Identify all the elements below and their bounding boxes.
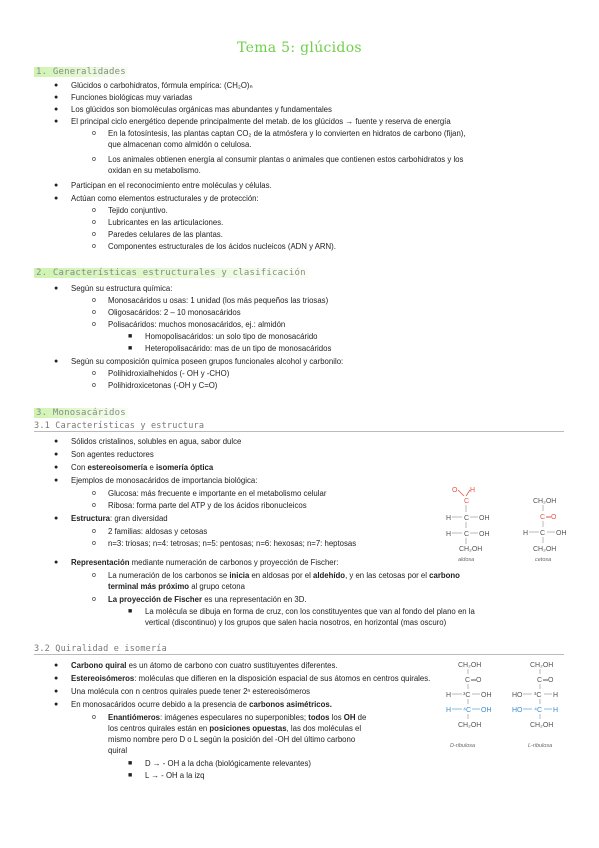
text-line: Los glúcidos son biomoléculas orgánicas mas abundantes y fundamentales (71, 105, 332, 114)
figure-caption-cetosa: cetosa (535, 557, 552, 563)
text-run-bold: estereoisomería (87, 463, 148, 472)
bullet: o (92, 370, 96, 377)
text-run: : imágenes especulares no superponibles; (160, 713, 309, 722)
text-run: , las dos moléculas el (286, 724, 362, 733)
section-heading-generalidades: 1. Generalidades (36, 67, 126, 77)
text-line: Componentes estructurales de los ácidos nucleicos (ADN y ARN). (108, 242, 336, 251)
svg-text:OH: OH (479, 515, 490, 522)
text-line: mismo nombre pero D o L según la posición del -OH del último carbono (108, 735, 356, 744)
text-line: Oligosacáridos: 2 – 10 monosacáridos (108, 308, 241, 317)
bullet: o (92, 382, 96, 389)
svg-text:HO: HO (512, 692, 523, 699)
text-line (71, 674, 430, 684)
bullet: ● (54, 701, 59, 708)
bullet: ● (54, 182, 59, 189)
svg-text:C: C (465, 677, 471, 684)
text-line: La molécula se dibuja en forma de cruz, con los constituyentes que van al fondo del plano en la (145, 607, 475, 616)
text-line: quiral (108, 746, 128, 755)
svg-text:H: H (446, 692, 452, 699)
bullet: o (92, 714, 96, 721)
svg-text:C: C (540, 530, 546, 537)
page-title: Tema 5: glúcidos (237, 40, 362, 56)
bullet: ● (54, 118, 59, 125)
bullet: ● (54, 106, 59, 113)
svg-text:CH₂OH: CH₂OH (530, 722, 554, 729)
svg-text:O: O (452, 487, 458, 494)
text-run-bold: inicia (229, 571, 250, 580)
text-run: los centros quirales están en (108, 724, 210, 733)
text-run-bold: Estereoisómeros (71, 674, 135, 683)
bullet: ● (54, 451, 59, 458)
svg-text:CH₂OH: CH₂OH (459, 546, 483, 553)
text-line: Paredes celulares de las plantas. (108, 230, 223, 239)
text-run-bold: Estructura (71, 514, 110, 523)
text-line (108, 595, 307, 605)
svg-text:³C: ³C (463, 692, 471, 699)
text-line: Polihidroxicetonas (-OH y C=O) (108, 381, 218, 390)
svg-text:H: H (553, 707, 559, 714)
svg-text:H: H (446, 707, 452, 714)
bullet: ● (54, 515, 59, 522)
figure-caption-aldosa: aldosa (458, 557, 475, 563)
bullet: o (92, 156, 96, 163)
text-line (71, 661, 338, 671)
bullet: o (92, 502, 96, 509)
bullet: ■ (128, 333, 133, 340)
text-line: vertical (discontinuo) y los grupos que salen hacia nosotros, en horizontal (mas oscuro) (145, 618, 447, 627)
bullet: ● (54, 477, 59, 484)
svg-text:H: H (523, 530, 529, 537)
fischer-ribulosa-figure (440, 655, 575, 750)
svg-text:CH₂OH: CH₂OH (533, 546, 557, 553)
svg-text:═O: ═O (546, 514, 557, 521)
bullet: ● (54, 82, 59, 89)
text-run: de (355, 713, 367, 722)
text-run-bold: OH (343, 713, 356, 722)
text-run: mediante numeración de carbonos y proyección de Fischer: (129, 558, 339, 567)
text-run-bold: isomería óptica (155, 463, 214, 472)
cetosa-structure (523, 498, 567, 553)
bullet: ● (54, 358, 59, 365)
text-line: Homopolisacáridos: un solo tipo de monosacárido (145, 332, 318, 341)
bullet: ● (54, 559, 59, 566)
text-line: Según su estructura química: (71, 284, 173, 293)
text-run: , y en las cetosas por el (345, 571, 430, 580)
svg-text:C: C (464, 498, 470, 505)
text-line: L → - OH a la izq (145, 771, 205, 780)
bullet: ● (54, 688, 59, 695)
text-line: Tejido conjuntivo. (108, 206, 168, 215)
text-line: que almacenan como almidón o celulosa. (108, 140, 252, 149)
text-line (71, 463, 213, 473)
bullet: ■ (128, 345, 133, 352)
svg-text:OH: OH (479, 531, 490, 538)
text-line: Polihidroxialhehidos (- OH y -CHO) (108, 369, 230, 378)
text-line: Participan en el reconocimiento entre moléculas y células. (71, 181, 272, 190)
text-run: : gran diversidad (110, 514, 168, 523)
svg-text:OH: OH (481, 692, 492, 699)
bullet: ● (54, 675, 59, 682)
text-line: D → - OH a la dcha (biológicamente relevantes) (145, 759, 311, 768)
bullet: ■ (128, 608, 133, 615)
svg-text:═O: ═O (543, 677, 554, 684)
subsection-label: 3.1 Características y estructura (34, 421, 205, 431)
text-run: es una representación en 3D. (202, 595, 307, 604)
bullet: ● (54, 438, 59, 445)
bullet: o (92, 297, 96, 304)
text-run-bold: carbonos asimétricos. (249, 700, 332, 709)
text-line: Son agentes reductores (71, 450, 154, 459)
text-line: 2 familias: aldosas y cetosas (108, 527, 208, 536)
bullet: o (92, 207, 96, 214)
svg-text:C: C (464, 531, 470, 538)
bullet: o (92, 572, 96, 579)
l-ribulosa-structure (512, 662, 558, 729)
text-line: Glúcidos o carbohidratos, fórmula empírica: (CH₂O)ₙ (71, 81, 253, 90)
text-line: Según su composición química poseen grupos funcionales alcohol y carbonilo: (71, 357, 344, 366)
bullet: ■ (128, 772, 133, 779)
text-line: n=3: triosas; n=4: tetrosas; n=5: pentosas; n=6: hexosas; n=7: heptosas (108, 539, 357, 548)
d-ribulosa-structure (446, 662, 492, 729)
text-line: Sólidos cristalinos, solubles en agua, sabor dulce (71, 437, 242, 446)
svg-text:⁴C: ⁴C (463, 707, 472, 714)
svg-text:OH: OH (481, 707, 492, 714)
text-line: Funciones biológicas muy variadas (71, 93, 193, 102)
text-run-bold: carbono (429, 571, 460, 580)
bullet: o (92, 130, 96, 137)
svg-text:C: C (537, 677, 543, 684)
text-run-bold: aldehído (313, 571, 346, 580)
text-run-bold: todos (308, 713, 330, 722)
text-line: Polisacáridos: muchos monosacáridos, ej.: almidón (108, 320, 286, 329)
text-line (71, 514, 168, 524)
text-run-bold: Enantiómeros (108, 713, 160, 722)
svg-text:C: C (464, 515, 470, 522)
text-run-bold: Representación (71, 558, 130, 567)
svg-text:H: H (553, 692, 559, 699)
svg-text:CH₂OH: CH₂OH (458, 662, 482, 669)
bullet: o (92, 540, 96, 547)
text-line: Monosacáridos u osas: 1 unidad (los más pequeños las triosas) (108, 296, 329, 305)
text-run: Con (71, 463, 88, 472)
svg-text:H: H (446, 515, 452, 522)
subsection-label: 3.2 Quiralidad e isomería (34, 644, 167, 654)
text-line: oxidan en su metabolismo. (108, 166, 201, 175)
text-run: La numeración de los carbonos se (108, 571, 230, 580)
text-run: e (147, 463, 156, 472)
bullet: o (92, 528, 96, 535)
bullet: ● (54, 464, 59, 471)
text-run-bold: Carbono quiral (71, 661, 127, 670)
text-line (108, 571, 460, 581)
svg-text:HO: HO (512, 707, 523, 714)
svg-text:³C: ³C (534, 692, 542, 699)
text-run: es un átomo de carbono con cuatro sustituyentes diferentes. (126, 661, 338, 670)
text-run: al grupo cetona (189, 582, 245, 591)
section-heading-clasificacion: 2. Características estructurales y clasificación (36, 268, 306, 278)
svg-text:═O: ═O (471, 677, 482, 684)
bullet: ■ (128, 760, 133, 767)
text-line: Ribosa: forma parte del ATP y de los ácidos ribonucleicos (108, 501, 307, 510)
bullet: ● (54, 662, 59, 669)
text-line: Actúan como elementos estructurales y de protección: (71, 194, 259, 203)
text-line (108, 713, 366, 723)
bullet: o (92, 243, 96, 250)
text-run-bold: terminal más próximo (108, 582, 190, 591)
bullet: o (92, 321, 96, 328)
text-line (108, 582, 245, 592)
section-heading-monosacaridos: 3. Monosacáridos (36, 408, 126, 418)
svg-text:CH₂OH: CH₂OH (458, 722, 482, 729)
svg-text:CH₂OH: CH₂OH (533, 498, 557, 505)
text-line: Lubricantes en las articulaciones. (108, 218, 224, 227)
text-run: : moléculas que difieren en la disposición espacial de sus átomos en centros quirales. (134, 674, 431, 683)
bullet: o (92, 596, 96, 603)
figure-caption-l-ribulosa: L-ribulosa (528, 743, 553, 749)
text-line: Los animales obtienen energía al consumir plantas o animales que contienen estos carbohidratos y los (108, 155, 464, 164)
svg-text:C: C (540, 514, 546, 521)
text-line (71, 700, 332, 710)
svg-text:CH₂OH: CH₂OH (530, 662, 554, 669)
svg-text:OH: OH (556, 530, 567, 537)
svg-text:H: H (470, 487, 476, 494)
bullet: ● (54, 94, 59, 101)
aldosa-structure (446, 487, 490, 553)
text-line: Glucosa: más frecuente e importante en el metabolismo celular (108, 489, 327, 498)
figure-caption-d-ribulosa: D-ribulosa (450, 743, 476, 749)
bullet: o (92, 231, 96, 238)
bullet: ● (54, 285, 59, 292)
text-line: En la fotosíntesis, las plantas captan CO₂ de la atmósfera y lo convierten en hidratos de carbono (fijan), (108, 129, 466, 138)
text-line: Ejemplos de monosacáridos de importancia biológica: (71, 476, 258, 485)
text-line: Una molécula con n centros quirales puede tener 2ⁿ estereoisómeros (71, 687, 311, 696)
text-line: Heteropolisacárido: mas de un tipo de monosacáridos (145, 344, 332, 353)
bullet: o (92, 309, 96, 316)
text-line (71, 558, 338, 568)
subsection-heading-caracteristicas (34, 421, 564, 432)
text-run-bold: posiciones opuestas (209, 724, 287, 733)
text-run: En monosacáridos ocurre debido a la presencia de (71, 700, 250, 709)
text-line: El principal ciclo energético depende principalmente del metab. de los glúcidos → fuente y reserva de energía (71, 117, 451, 126)
bullet: o (92, 490, 96, 497)
subsection-heading-quiralidad (34, 644, 564, 655)
svg-text:⁴C: ⁴C (534, 707, 543, 714)
svg-text:H: H (446, 531, 452, 538)
text-run: en aldosas por el (249, 571, 314, 580)
text-run-bold: La proyección de Fischer (108, 595, 203, 604)
text-run: los (329, 713, 344, 722)
bullet: ● (54, 195, 59, 202)
bullet: o (92, 219, 96, 226)
text-line (108, 724, 361, 734)
